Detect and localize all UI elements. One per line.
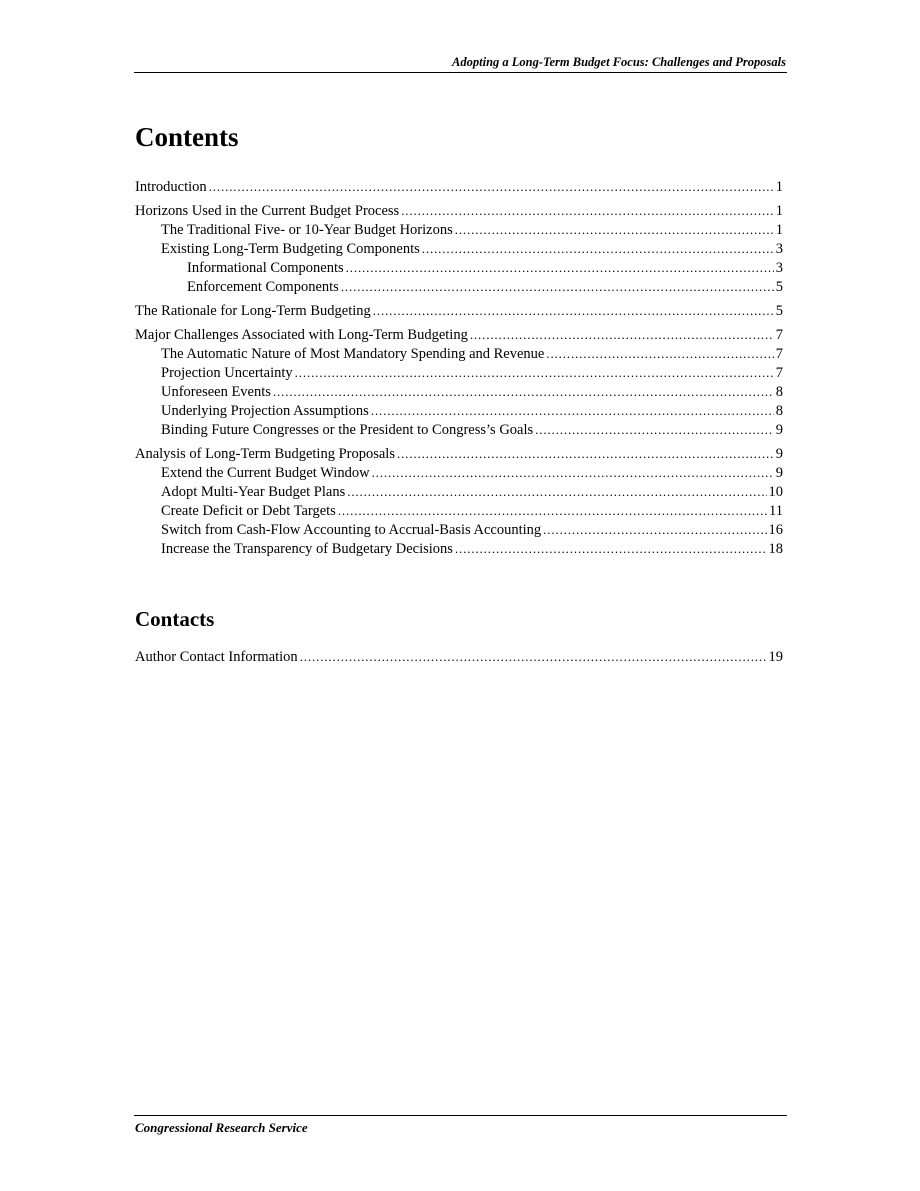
toc-entry-title: Analysis of Long-Term Budgeting Proposals	[135, 446, 395, 462]
toc-entry-page: 1	[775, 179, 783, 195]
toc-entry[interactable]	[135, 382, 783, 401]
toc-entry[interactable]	[135, 482, 783, 501]
toc-entry[interactable]	[135, 220, 783, 239]
toc-entry-title: Binding Future Congresses or the President to Congress’s Goals	[161, 422, 534, 438]
toc-entry[interactable]	[135, 463, 783, 482]
toc-entry-page: 9	[775, 446, 783, 462]
toc-entry[interactable]	[135, 520, 783, 539]
toc-entry[interactable]	[135, 325, 783, 344]
toc-entry[interactable]	[135, 363, 783, 382]
running-footer: Congressional Research Service	[135, 1120, 308, 1135]
toc-entry[interactable]	[135, 201, 783, 220]
toc-entry-page: 8	[775, 403, 783, 419]
dot-leader	[372, 463, 774, 482]
toc-entry-title: The Traditional Five- or 10-Year Budget Horizons	[161, 222, 453, 238]
toc-entry-title: Create Deficit or Debt Targets	[161, 503, 336, 519]
toc-entry-title: Increase the Transparency of Budgetary Decisions	[161, 541, 453, 557]
toc-entry-title: Major Challenges Associated with Long-Term Budgeting	[135, 327, 468, 343]
toc-entry[interactable]	[135, 258, 783, 277]
toc-entry[interactable]	[135, 239, 783, 258]
toc-entry[interactable]	[135, 647, 783, 666]
toc-entry-title: Author Contact Information	[135, 649, 298, 665]
toc-entry-page: 9	[775, 422, 783, 438]
toc-entry-page: 10	[768, 484, 783, 500]
toc-entry-title: Adopt Multi-Year Budget Plans	[161, 484, 346, 500]
toc-entry-page: 3	[775, 241, 783, 257]
dot-leader	[455, 220, 774, 239]
header-rule	[134, 72, 787, 73]
toc-entry-page: 5	[775, 279, 783, 295]
toc-entry[interactable]	[135, 277, 783, 296]
toc-entry[interactable]	[135, 539, 783, 558]
toc-entry-page: 16	[768, 522, 783, 538]
dot-leader	[422, 239, 774, 258]
toc-entry-page: 3	[775, 260, 783, 276]
toc-entry-page: 8	[775, 384, 783, 400]
dot-leader	[401, 201, 774, 220]
toc-entry-page: 9	[775, 465, 783, 481]
dot-leader	[371, 401, 774, 420]
table-of-contents	[135, 177, 783, 558]
toc-entry-page: 1	[775, 222, 783, 238]
dot-leader	[300, 647, 767, 666]
dot-leader	[546, 344, 773, 363]
contacts-heading: Contacts	[135, 607, 215, 631]
toc-entry-page: 18	[768, 541, 783, 557]
toc-entry-title: Projection Uncertainty	[161, 365, 293, 381]
toc-entry-title: Enforcement Components	[187, 279, 339, 295]
dot-leader	[397, 444, 774, 463]
contacts-list	[135, 647, 783, 666]
dot-leader	[543, 520, 766, 539]
running-header: Adopting a Long-Term Budget Focus: Challenges and Proposals	[452, 55, 786, 69]
dot-leader	[535, 420, 774, 439]
toc-entry-page: 7	[775, 327, 783, 343]
toc-entry-title: Underlying Projection Assumptions	[161, 403, 369, 419]
toc-entry-page: 7	[775, 365, 783, 381]
dot-leader	[295, 363, 774, 382]
toc-entry[interactable]	[135, 444, 783, 463]
toc-entry-title: Introduction	[135, 179, 207, 195]
toc-entry-page: 19	[768, 649, 783, 665]
toc-entry[interactable]	[135, 301, 783, 320]
footer-rule	[134, 1115, 787, 1116]
dot-leader	[273, 382, 774, 401]
dot-leader	[209, 177, 774, 196]
toc-entry-title: Horizons Used in the Current Budget Process	[135, 203, 400, 219]
toc-entry[interactable]	[135, 501, 783, 520]
toc-entry-title: Informational Components	[187, 260, 344, 276]
toc-entry-title: Existing Long-Term Budgeting Components	[161, 241, 420, 257]
toc-entry-title: The Rationale for Long-Term Budgeting	[135, 303, 371, 319]
toc-entry-title: Extend the Current Budget Window	[161, 465, 370, 481]
contents-heading: Contents	[135, 122, 239, 152]
toc-entry-page: 1	[775, 203, 783, 219]
dot-leader	[338, 501, 767, 520]
dot-leader	[341, 277, 774, 296]
toc-entry-title: Unforeseen Events	[161, 384, 271, 400]
dot-leader	[347, 482, 766, 501]
toc-entry-title: The Automatic Nature of Most Mandatory Spending and Revenue	[161, 346, 545, 362]
toc-entry-page: 11	[769, 503, 783, 519]
dot-leader	[455, 539, 767, 558]
toc-entry-page: 5	[775, 303, 783, 319]
toc-entry[interactable]	[135, 420, 783, 439]
toc-entry[interactable]	[135, 344, 783, 363]
toc-entry-title: Switch from Cash-Flow Accounting to Accrual-Basis Accounting	[161, 522, 542, 538]
toc-entry[interactable]	[135, 177, 783, 196]
dot-leader	[470, 325, 774, 344]
toc-entry[interactable]	[135, 401, 783, 420]
dot-leader	[373, 301, 774, 320]
dot-leader	[346, 258, 774, 277]
toc-entry-page: 7	[775, 346, 783, 362]
